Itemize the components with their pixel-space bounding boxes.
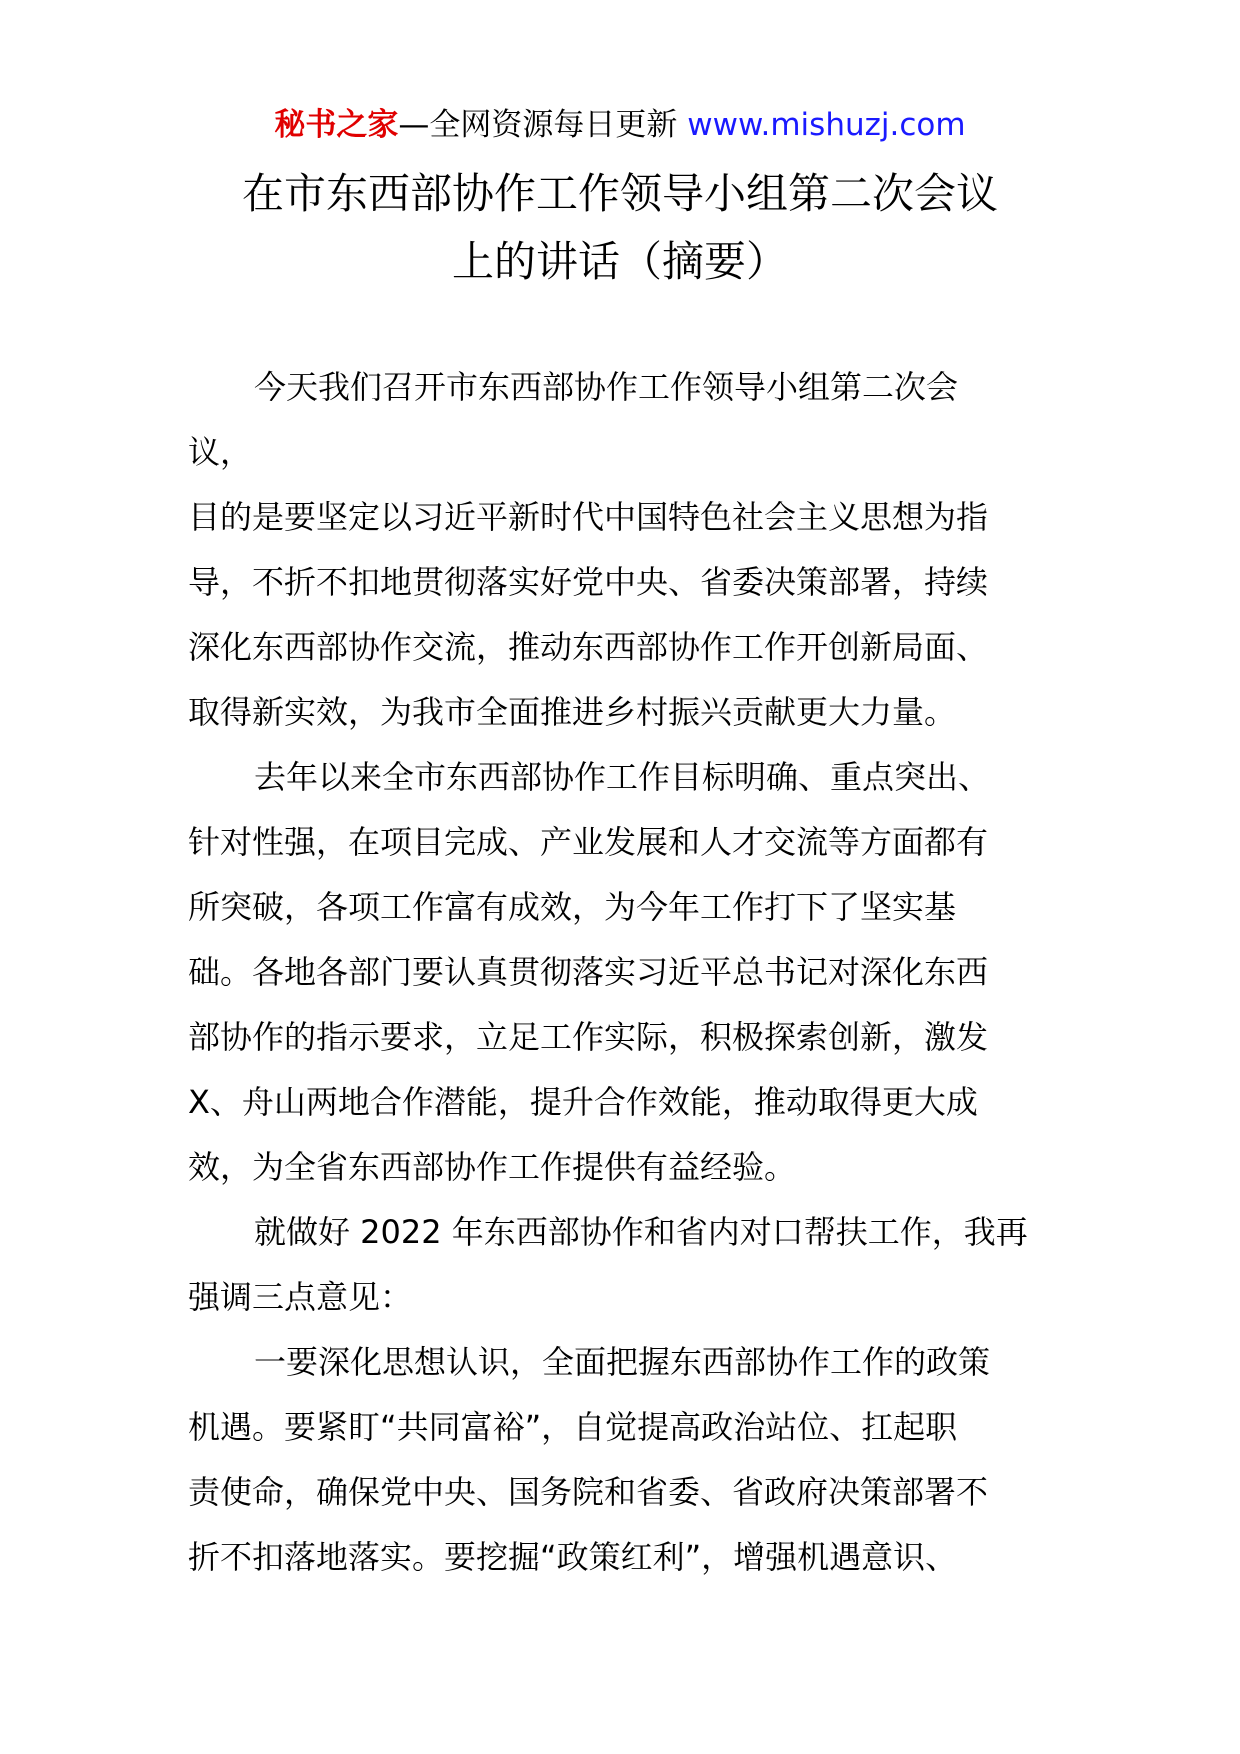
body-line: 强调三点意见：: [188, 1278, 413, 1316]
body-line: 目的是要坚定以习近平新时代中国特色社会主义思想为指: [188, 498, 989, 536]
body-line: 机遇。要紧盯“共同富裕”，自觉提高政治站位、扛起职: [188, 1408, 958, 1446]
body-line: 一要深化思想认识，全面把握东西部协作工作的政策: [254, 1343, 991, 1381]
body-line: 议，: [188, 433, 253, 471]
body-line: 折不扣落地落实。要挖掘“政策红利”，增强机遇意识、: [188, 1538, 958, 1576]
body-line: 部协作的指示要求，立足工作实际，积极探索创新，激发: [188, 1018, 989, 1056]
body-line: 础。各地各部门要认真贯彻落实习近平总书记对深化东西: [188, 953, 989, 991]
title-line-1: 在市东西部协作工作领导小组第二次会议: [241, 169, 998, 218]
body-line: 去年以来全市东西部协作工作目标明确、重点突出、: [254, 758, 991, 796]
body-line: X、舟山两地合作潜能，提升合作效能，推动取得更大成: [188, 1083, 978, 1121]
body-line: 针对性强，在项目完成、产业发展和人才交流等方面都有: [188, 823, 989, 861]
site-url[interactable]: www.mishuzj.com: [687, 107, 966, 143]
title-line-2: 上的讲话（摘要）: [451, 237, 788, 286]
document-body: [188, 355, 1058, 1590]
site-tagline: —全网资源每日更新: [398, 107, 688, 143]
body-line: 责使命，确保党中央、国务院和省委、省政府决策部署不: [188, 1473, 989, 1511]
body-line: 所突破，各项工作富有成效，为今年工作打下了坚实基: [188, 888, 957, 926]
document-title: [150, 160, 1090, 296]
body-line: 导，不折不扣地贯彻落实好党中央、省委决策部署，持续: [188, 563, 989, 601]
body-line: 深化东西部协作交流，推动东西部协作工作开创新局面、: [188, 628, 989, 666]
site-brand: 秘书之家: [274, 107, 399, 143]
body-line: 取得新实效，为我市全面推进乡村振兴贡献更大力量。: [188, 693, 957, 731]
body-line: 效，为全省东西部协作工作提供有益经验。: [188, 1148, 797, 1186]
body-line: 就做好 2022 年东西部协作和省内对口帮扶工作，我再: [254, 1213, 1028, 1251]
site-header: [0, 100, 1240, 150]
body-line: 今天我们召开市东西部协作工作领导小组第二次会: [254, 368, 959, 406]
